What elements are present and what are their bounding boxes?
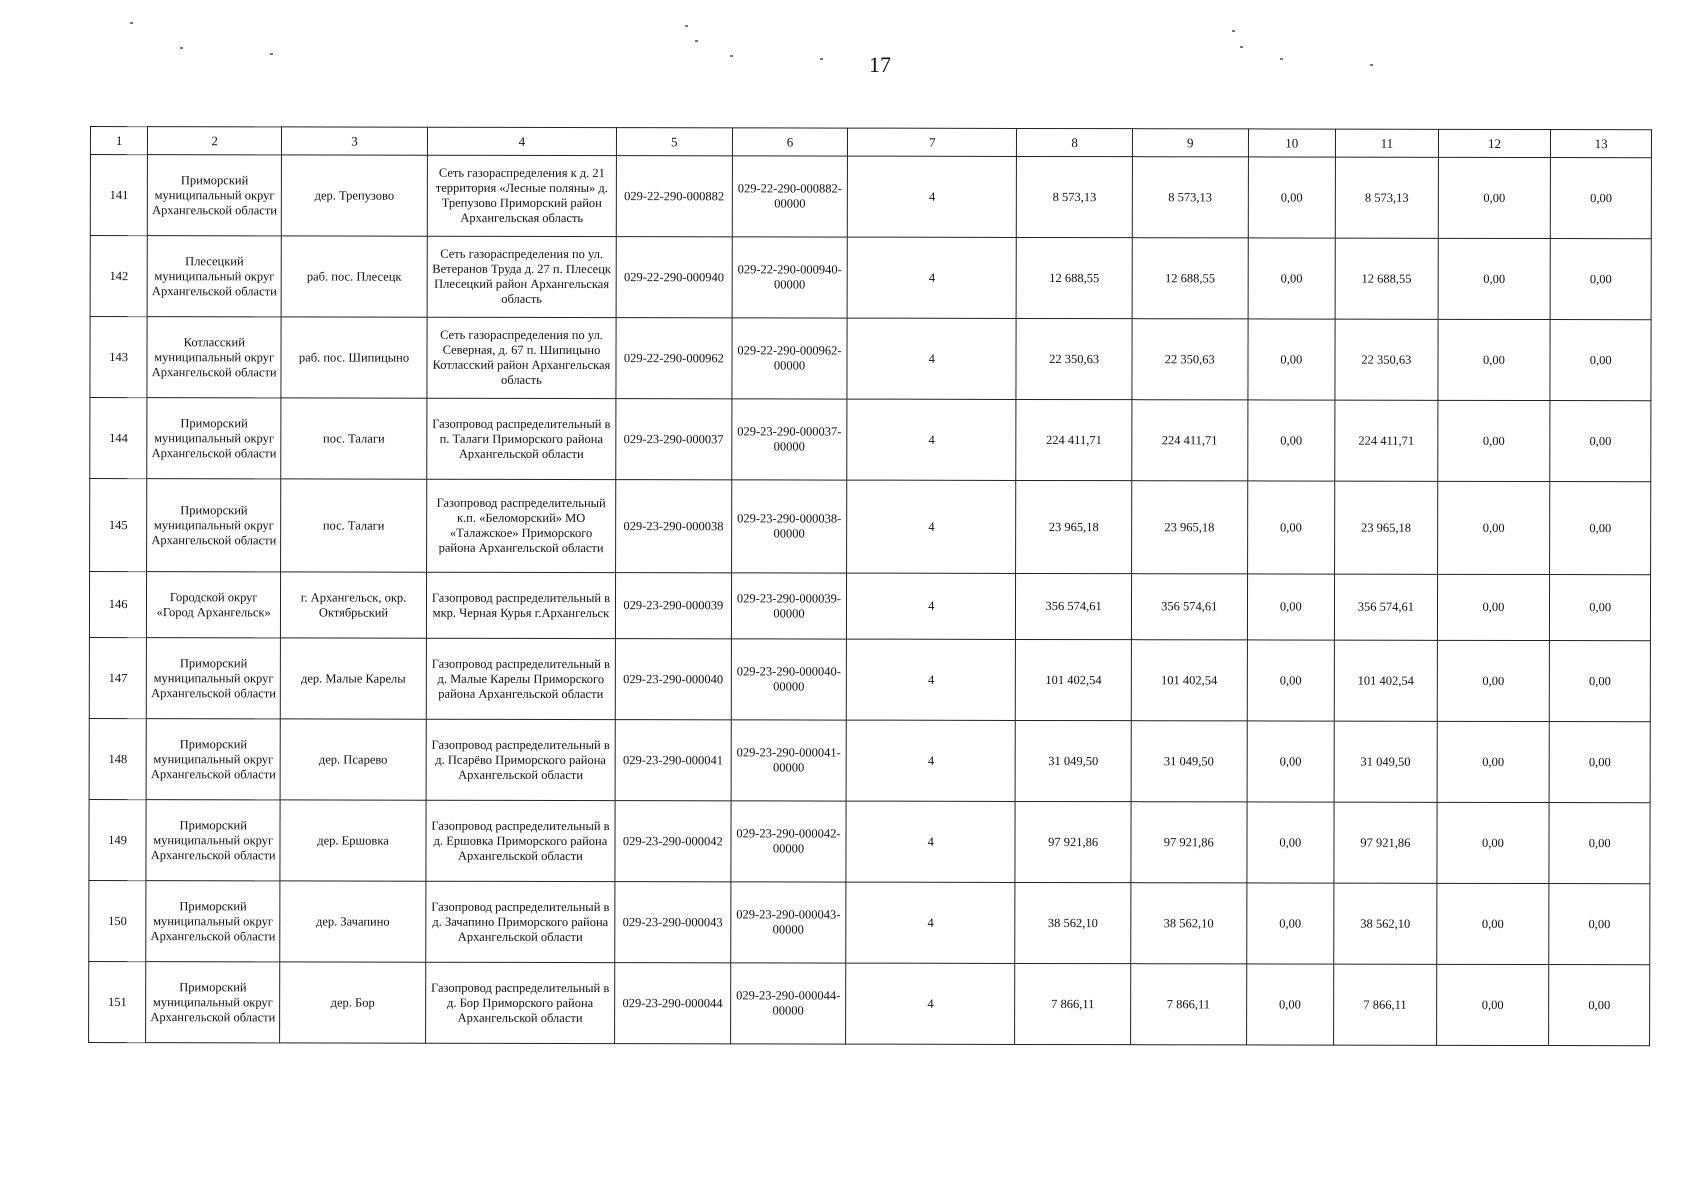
category-cell: 4 [847, 237, 1016, 318]
scan-speck [695, 40, 698, 42]
registry-number-cell: 029-23-290-000040 [615, 639, 731, 720]
row-number-cell: 142 [90, 236, 147, 317]
amount-cell: 0,00 [1437, 400, 1550, 481]
amount-cell: 97 921,86 [1131, 802, 1247, 883]
table-row [90, 155, 1651, 239]
row-number-cell: 151 [89, 961, 146, 1042]
amount-cell: 0,00 [1438, 157, 1551, 238]
row-number-cell: 148 [89, 718, 146, 799]
settlement-cell: дер. Псарево [280, 719, 426, 800]
municipality-cell: Приморский муниципальный округ Архангельской области [148, 155, 282, 236]
amount-cell: 224 411,71 [1016, 399, 1132, 480]
object-name-cell: Газопровод распределительный в д. Псарёво Приморского района Архангельской области [426, 719, 615, 800]
object-code-cell: 029-23-290-000038-00000 [731, 480, 847, 573]
object-name-cell: Газопровод распределительный в д. Зачапино Приморского района Архангельской области [426, 881, 615, 962]
column-number: 9 [1132, 129, 1248, 157]
object-name-cell: Сеть газораспределения по ул. Северная, д. 67 п. Шипицыно Котласский район Архангельская область [427, 317, 616, 398]
amount-cell: 0,00 [1247, 481, 1335, 574]
object-code-cell: 029-23-290-000041-00000 [731, 720, 847, 801]
scan-speck [130, 22, 133, 24]
amount-cell: 7 866,11 [1015, 963, 1131, 1044]
row-number-cell: 150 [89, 880, 146, 961]
register-table [88, 126, 1652, 1046]
amount-cell: 101 402,54 [1131, 640, 1247, 721]
amount-cell: 101 402,54 [1334, 640, 1437, 721]
amount-cell: 0,00 [1247, 721, 1335, 802]
settlement-cell: дер. Трепузово [281, 155, 427, 236]
scan-speck [685, 25, 688, 27]
table-row [89, 880, 1650, 964]
registry-number-cell: 029-23-290-000041 [615, 720, 731, 801]
page-number: 17 [869, 52, 891, 77]
row-number-cell: 144 [90, 398, 147, 479]
scan-speck [1232, 30, 1235, 32]
municipality-cell: Котласский муниципальный округ Архангельской области [147, 317, 281, 398]
amount-cell: 31 049,50 [1131, 721, 1247, 802]
amount-cell: 0,00 [1550, 320, 1651, 401]
amount-cell: 0,00 [1437, 481, 1550, 574]
amount-cell: 0,00 [1437, 802, 1550, 883]
row-number-cell: 149 [89, 799, 146, 880]
scan-speck [1280, 58, 1283, 60]
category-cell: 4 [846, 801, 1015, 882]
row-number-cell: 143 [90, 317, 147, 398]
registry-number-cell: 029-23-290-000044 [615, 963, 731, 1044]
column-number-row [90, 127, 1651, 158]
scan-speck [180, 47, 183, 49]
municipality-cell: Приморский муниципальный округ Архангельской области [147, 479, 281, 572]
scan-speck [820, 58, 823, 60]
amount-cell: 7 866,11 [1131, 964, 1247, 1045]
table-row [90, 236, 1651, 320]
municipality-cell: Приморский муниципальный округ Архангельской области [146, 719, 280, 800]
column-number: 10 [1248, 129, 1336, 157]
column-number: 3 [282, 127, 428, 155]
amount-cell: 224 411,71 [1132, 400, 1248, 481]
settlement-cell: дер. Малые Карелы [280, 638, 426, 719]
object-name-cell: Газопровод распределительный в д. Бор Приморского района Архангельской области [426, 962, 615, 1043]
amount-cell: 0,00 [1550, 641, 1651, 722]
column-number: 1 [90, 127, 147, 155]
municipality-cell: Приморский муниципальный округ Архангельской области [146, 881, 280, 962]
amount-cell: 356 574,61 [1131, 574, 1247, 640]
municipality-cell: Приморский муниципальный округ Архангельской области [147, 398, 281, 479]
table-row [89, 799, 1650, 883]
object-code-cell: 029-23-290-000037-00000 [731, 399, 847, 480]
municipality-cell: Плесецкий муниципальный округ Архангельской области [147, 236, 281, 317]
amount-cell: 12 688,55 [1335, 238, 1438, 319]
column-number: 7 [848, 128, 1017, 156]
category-cell: 4 [846, 882, 1015, 963]
amount-cell: 12 688,55 [1132, 238, 1248, 319]
amount-cell: 0,00 [1550, 401, 1651, 482]
settlement-cell: дер. Зачапино [280, 881, 426, 962]
object-code-cell: 029-22-290-000962-00000 [732, 318, 848, 399]
object-name-cell: Газопровод распределительный в мкр. Черная Курья г.Архангельск [426, 572, 615, 638]
registry-number-cell: 029-22-290-000940 [616, 237, 732, 318]
scan-speck [1240, 46, 1243, 48]
object-name-cell: Газопровод распределительный в п. Талаги Приморского района Архангельской области [427, 398, 616, 479]
settlement-cell: раб. пос. Шипицыно [281, 317, 427, 398]
row-number-cell: 145 [90, 479, 148, 572]
municipality-cell: Приморский муниципальный округ Архангельской области [146, 800, 280, 881]
amount-cell: 0,00 [1549, 965, 1650, 1046]
amount-cell: 224 411,71 [1335, 400, 1438, 481]
registry-number-cell: 029-22-290-000882 [616, 156, 732, 237]
amount-cell: 0,00 [1248, 319, 1336, 400]
scan-speck [730, 55, 733, 57]
settlement-cell: пос. Талаги [281, 479, 427, 572]
table-row [89, 637, 1650, 721]
object-name-cell: Газопровод распределительный в д. Малые Карелы Приморского района Архангельской области [426, 638, 615, 719]
object-code-cell: 029-23-290-000042-00000 [731, 801, 847, 882]
table-row [89, 718, 1650, 802]
amount-cell: 97 921,86 [1015, 801, 1131, 882]
amount-cell: 0,00 [1248, 238, 1336, 319]
column-number: 6 [732, 128, 848, 156]
amount-cell: 356 574,61 [1335, 574, 1438, 640]
category-cell: 4 [848, 156, 1017, 237]
object-name-cell: Газопровод распределительный в д. Ершовка Приморского района Архангельской области [426, 800, 615, 881]
amount-cell: 0,00 [1247, 574, 1335, 640]
registry-number-cell: 029-23-290-000039 [615, 573, 731, 639]
amount-cell: 8 573,13 [1017, 156, 1133, 237]
amount-cell: 7 866,11 [1334, 964, 1437, 1045]
amount-cell: 22 350,63 [1335, 319, 1438, 400]
amount-cell: 0,00 [1550, 482, 1651, 575]
municipality-cell: Городской округ «Город Архангельск» [147, 572, 281, 638]
amount-cell: 0,00 [1438, 319, 1551, 400]
amount-cell: 31 049,50 [1334, 721, 1437, 802]
object-code-cell: 029-23-290-000044-00000 [730, 963, 846, 1044]
amount-cell: 0,00 [1437, 721, 1550, 802]
column-number: 4 [427, 127, 616, 155]
object-code-cell: 029-22-290-000882-00000 [732, 156, 848, 237]
category-cell: 4 [846, 720, 1015, 801]
category-cell: 4 [847, 573, 1016, 639]
column-number: 5 [616, 128, 732, 156]
row-number-cell: 147 [89, 637, 146, 718]
amount-cell: 0,00 [1551, 158, 1652, 239]
amount-cell: 23 965,18 [1335, 481, 1438, 574]
scan-speck [1370, 64, 1373, 66]
amount-cell: 101 402,54 [1016, 639, 1132, 720]
amount-cell: 356 574,61 [1016, 573, 1132, 639]
municipality-cell: Приморский муниципальный округ Архангельской области [147, 638, 281, 719]
object-code-cell: 029-23-290-000043-00000 [730, 882, 846, 963]
amount-cell: 0,00 [1246, 964, 1334, 1045]
category-cell: 4 [847, 480, 1016, 573]
row-number-cell: 146 [89, 572, 146, 638]
settlement-cell: раб. пос. Плесецк [281, 236, 427, 317]
registry-number-cell: 029-23-290-000037 [616, 399, 732, 480]
amount-cell: 12 688,55 [1016, 237, 1132, 318]
object-code-cell: 029-22-290-000940-00000 [732, 237, 848, 318]
amount-cell: 0,00 [1246, 883, 1334, 964]
object-code-cell: 029-23-290-000039-00000 [731, 573, 847, 639]
column-number: 11 [1336, 129, 1439, 157]
registry-number-cell: 029-23-290-000038 [616, 480, 732, 573]
registry-number-cell: 029-23-290-000042 [615, 801, 731, 882]
amount-cell: 38 562,10 [1131, 883, 1247, 964]
table-row [90, 317, 1651, 401]
amount-cell: 0,00 [1247, 802, 1335, 883]
scan-speck [270, 53, 273, 55]
settlement-cell: г. Архангельск, окр. Октябрьский [281, 572, 427, 638]
settlement-cell: пос. Талаги [281, 398, 427, 479]
category-cell: 4 [846, 963, 1015, 1044]
amount-cell: 0,00 [1437, 640, 1550, 721]
amount-cell: 97 921,86 [1334, 802, 1437, 883]
amount-cell: 31 049,50 [1015, 720, 1131, 801]
amount-cell: 8 573,13 [1132, 157, 1248, 238]
column-number: 8 [1017, 128, 1133, 156]
amount-cell: 38 562,10 [1334, 883, 1437, 964]
amount-cell: 23 965,18 [1016, 480, 1132, 573]
column-number: 13 [1551, 130, 1652, 158]
settlement-cell: дер. Бор [280, 962, 426, 1043]
amount-cell: 23 965,18 [1132, 481, 1248, 574]
amount-cell: 38 562,10 [1015, 882, 1131, 963]
amount-cell: 0,00 [1247, 400, 1335, 481]
object-name-cell: Сеть газораспределения к д. 21 территория «Лесные поляны» д. Трепузово Приморский район Архангельская область [427, 155, 616, 236]
amount-cell: 22 350,63 [1016, 318, 1132, 399]
amount-cell: 0,00 [1436, 964, 1549, 1045]
category-cell: 4 [847, 639, 1016, 720]
municipality-cell: Приморский муниципальный округ Архангельской области [146, 962, 280, 1043]
amount-cell: 0,00 [1248, 157, 1336, 238]
column-number: 2 [148, 127, 282, 155]
object-code-cell: 029-23-290-000040-00000 [731, 639, 847, 720]
amount-cell: 0,00 [1549, 884, 1650, 965]
amount-cell: 0,00 [1437, 574, 1550, 640]
row-number-cell: 141 [90, 155, 147, 236]
settlement-cell: дер. Ершовка [280, 800, 426, 881]
table-row [89, 572, 1650, 641]
amount-cell: 0,00 [1247, 640, 1335, 721]
amount-cell: 0,00 [1550, 575, 1651, 641]
registry-number-cell: 029-22-290-000962 [616, 318, 732, 399]
column-number: 12 [1438, 129, 1551, 157]
table-row [89, 961, 1650, 1045]
amount-cell: 0,00 [1549, 722, 1650, 803]
category-cell: 4 [847, 399, 1016, 480]
amount-cell: 0,00 [1438, 238, 1551, 319]
amount-cell: 0,00 [1549, 803, 1650, 884]
amount-cell: 0,00 [1550, 239, 1651, 320]
amount-cell: 0,00 [1436, 883, 1549, 964]
table-row [90, 398, 1651, 482]
registry-number-cell: 029-23-290-000043 [615, 882, 731, 963]
table-row [90, 479, 1651, 575]
amount-cell: 8 573,13 [1335, 157, 1438, 238]
register-table-wrapper [88, 126, 1652, 1046]
object-name-cell: Сеть газораспределения по ул. Ветеранов Труда д. 27 п. Плесецк Плесецкий район Архангельская область [427, 236, 616, 317]
category-cell: 4 [847, 318, 1016, 399]
object-name-cell: Газопровод распределительный к.п. «Беломорский» МО «Талажское» Приморского района Архангельской области [426, 479, 615, 572]
amount-cell: 22 350,63 [1132, 319, 1248, 400]
